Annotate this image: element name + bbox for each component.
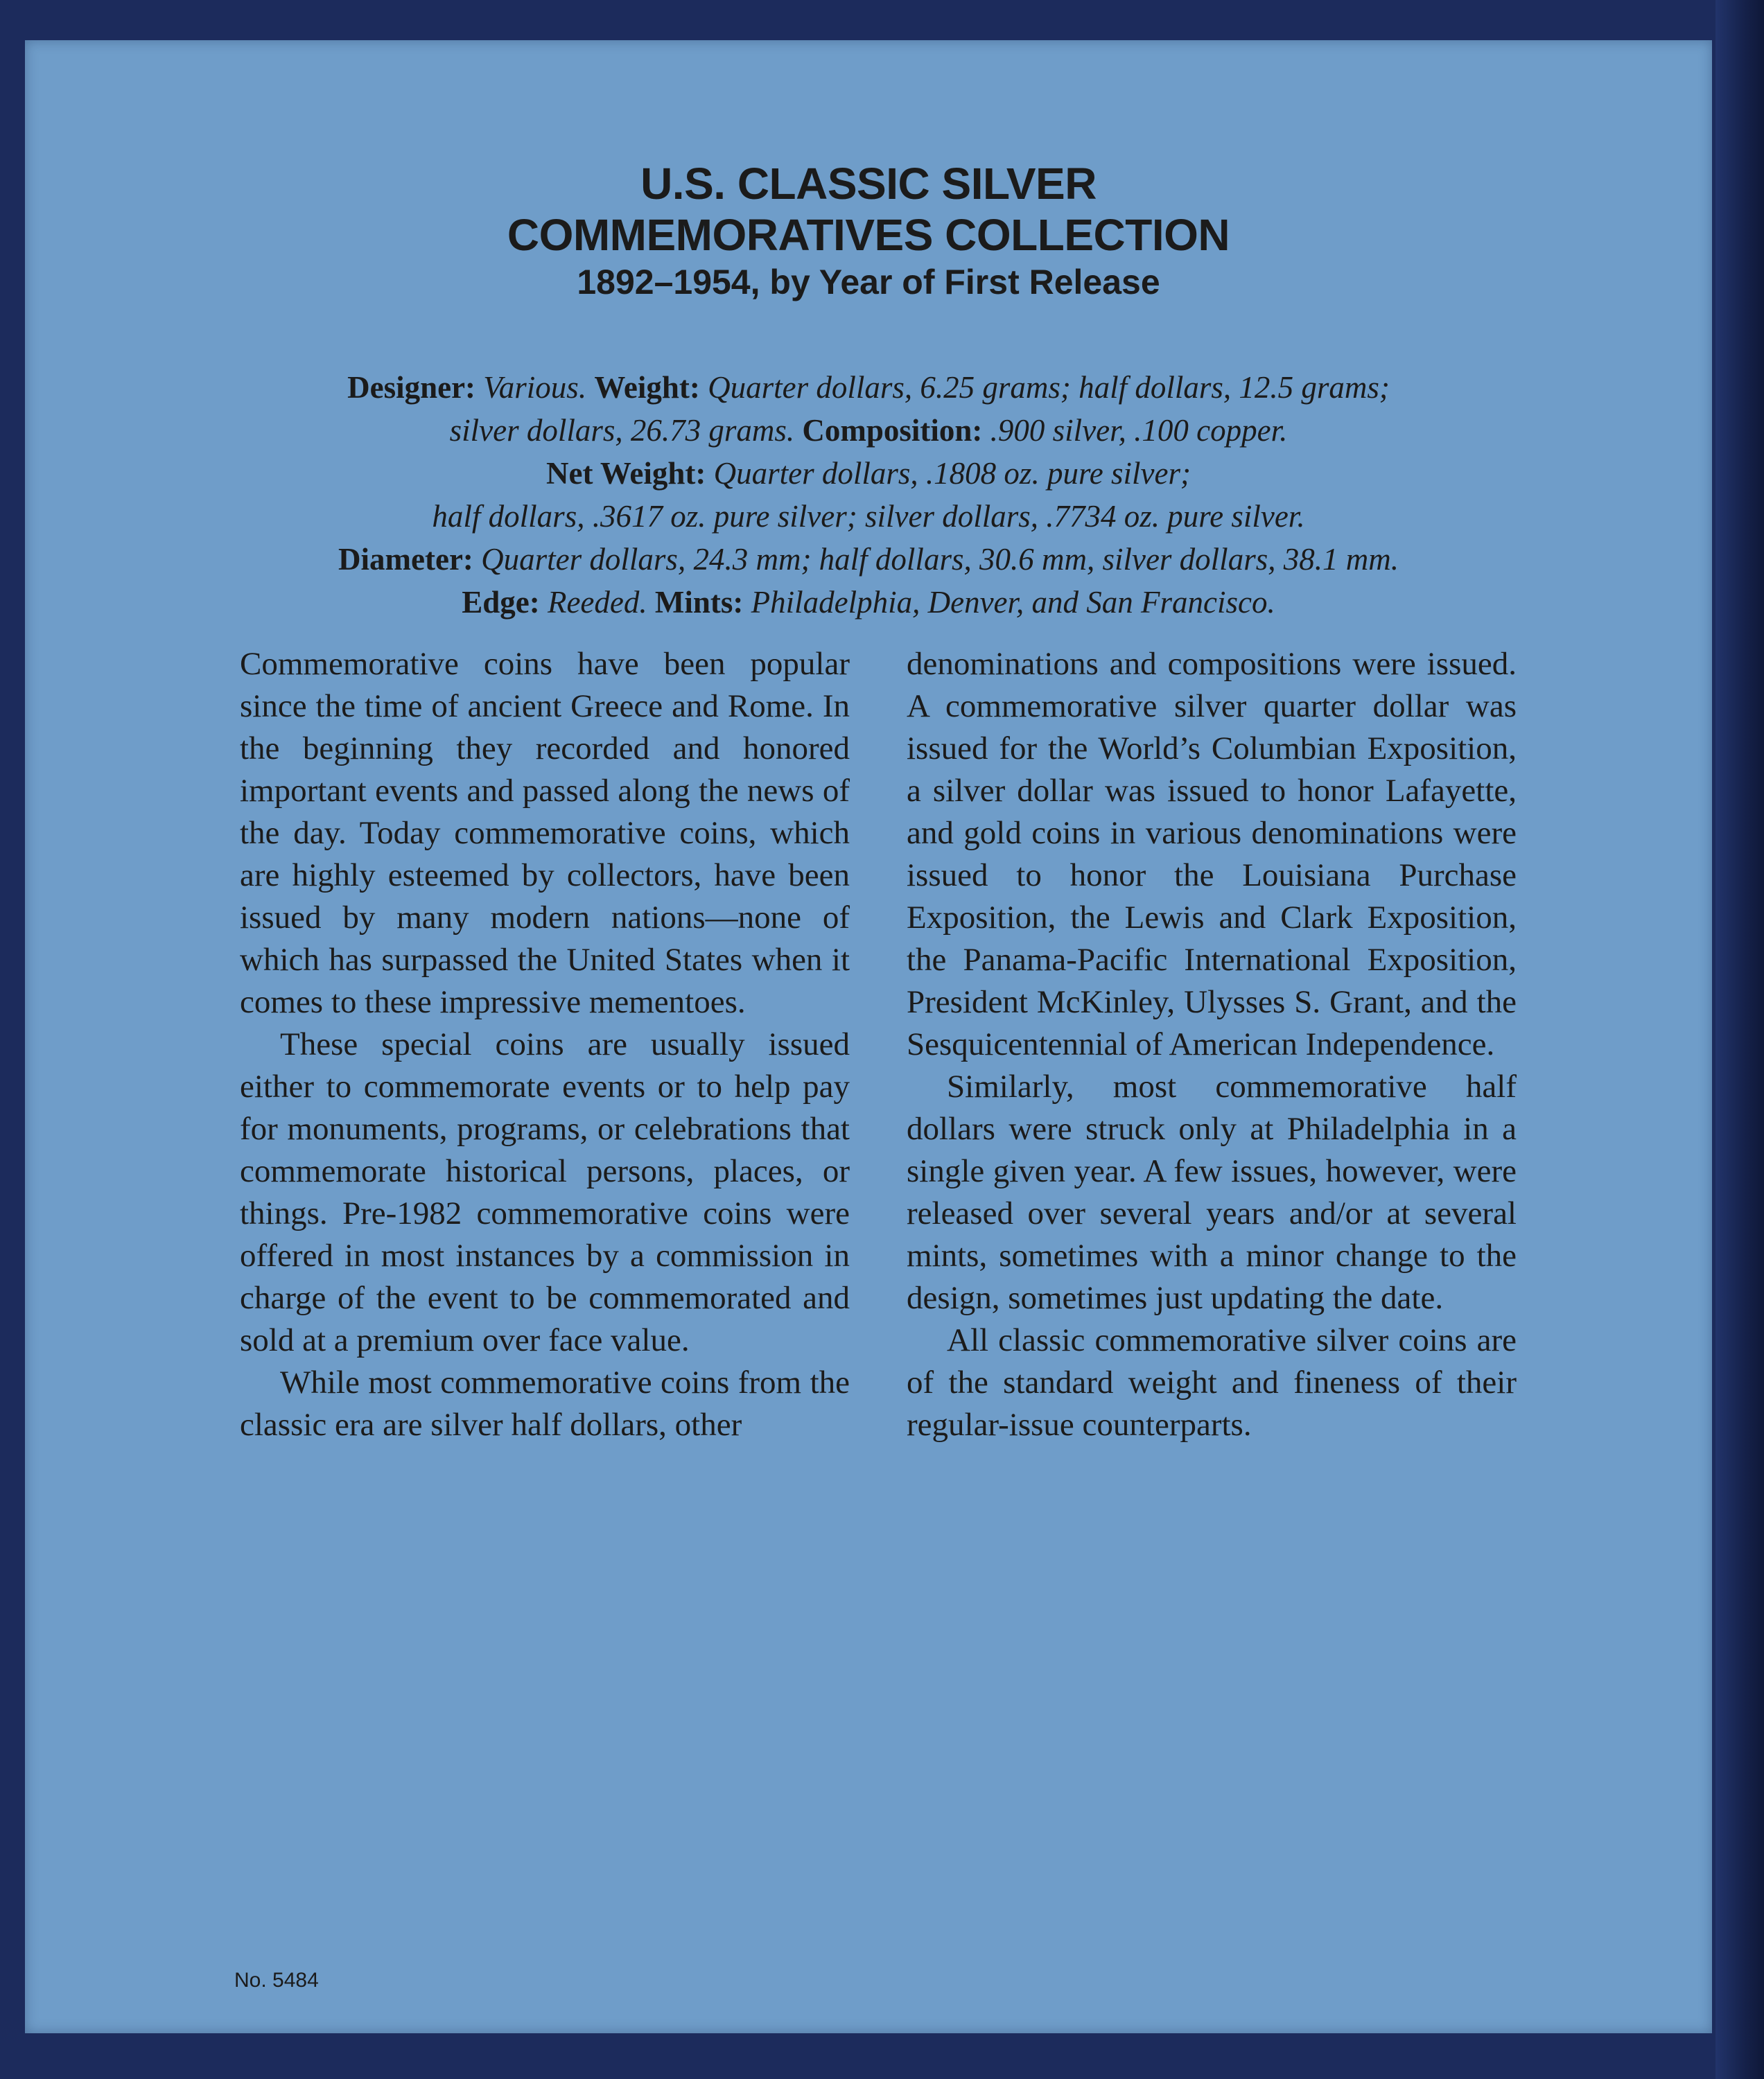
designer-label: Designer: (347, 370, 476, 405)
edge-value: Reeded. (547, 585, 647, 620)
page-header (25, 158, 1712, 304)
specs-line-2 (25, 409, 1712, 452)
net-weight-label: Net Weight: (546, 456, 706, 491)
edge-label: Edge: (462, 585, 540, 620)
body-column-right (907, 643, 1517, 1446)
catalog-number: No. 5484 (234, 1969, 319, 1992)
paragraph: Commemorative coins have been popular since the time of ancient Greece and Rome. In the beginning they recorded and honored important events and passed along the news of the day. Today commemorative coins, which are highly esteemed by collectors, have been issued by many modern nations—none of which has surpassed the United States when it comes to these impressive mementoes. (240, 646, 850, 1020)
paragraph: These special coins are usually issued either to commemorate events or to help pay for monuments, programs, or celebrations that commemorate historical persons, places, or things. Pre-1982 commemorative coins were offered in most instances by a commission in charge of the event to be commemorated and sold at a premium over face value. (240, 1026, 850, 1358)
paragraph: denominations and compositions were issued. A commemorative silver quarter dollar was issued for the World’s Columbian Exposition, a silver dollar was issued to honor Lafayette, and gold coins in various denominations were issued to honor the Louisiana Purchase Exposition, the Lewis and Clark Exposition, the Panama-Pacific International Exposition, President McKinley, Ulysses S. Grant, and the Sesquicentennial of American Independence. (907, 646, 1517, 1062)
specs-line-3 (25, 452, 1712, 495)
specs-line-4 (25, 495, 1712, 538)
paragraph: Similarly, most commemorative half dollars were struck only at Philadelphia in a single given year. A few issues, however, were released over several years and/or at several mints, sometimes with a minor change to the design, sometimes just updating the date. (907, 1069, 1517, 1316)
text-panel (25, 40, 1712, 2033)
paragraph: While most commemorative coins from the classic era are silver half dollars, other (240, 1365, 850, 1443)
diameter-value: Quarter dollars, 24.3 mm; half dollars, 30.6 mm, silver dollars, 38.1 mm. (481, 542, 1399, 577)
net-weight-value-b: half dollars, .3617 oz. pure silver; silver dollars, .7734 oz. pure silver. (432, 499, 1305, 534)
mints-label: Mints: (654, 585, 744, 620)
specs-line-1 (25, 366, 1712, 409)
composition-label: Composition: (802, 413, 983, 448)
title-line-2: COMMEMORATIVES COLLECTION (507, 210, 1230, 260)
specs-line-6 (25, 581, 1712, 624)
title-line-1: U.S. CLASSIC SILVER (640, 159, 1097, 209)
composition-value: .900 silver, .100 copper. (990, 413, 1288, 448)
diameter-label: Diameter: (338, 542, 473, 577)
subtitle: 1892–1954, by Year of First Release (577, 263, 1160, 301)
net-weight-value-a: Quarter dollars, .1808 oz. pure silver; (713, 456, 1191, 491)
mints-value: Philadelphia, Denver, and San Francisco. (751, 585, 1275, 620)
specs-line-5 (25, 538, 1712, 581)
paragraph: All classic commemorative silver coins are of the standard weight and fineness of their regular-issue counterparts. (907, 1322, 1517, 1443)
weight-value-a: Quarter dollars, 6.25 grams; half dollars, 12.5 grams; (708, 370, 1390, 405)
designer-value: Various. (483, 370, 587, 405)
body-column-left (240, 643, 850, 1446)
spine-edge (1715, 0, 1764, 2079)
weight-value-b: silver dollars, 26.73 grams. (449, 413, 795, 448)
coin-specifications (25, 366, 1712, 624)
weight-label: Weight: (594, 370, 700, 405)
